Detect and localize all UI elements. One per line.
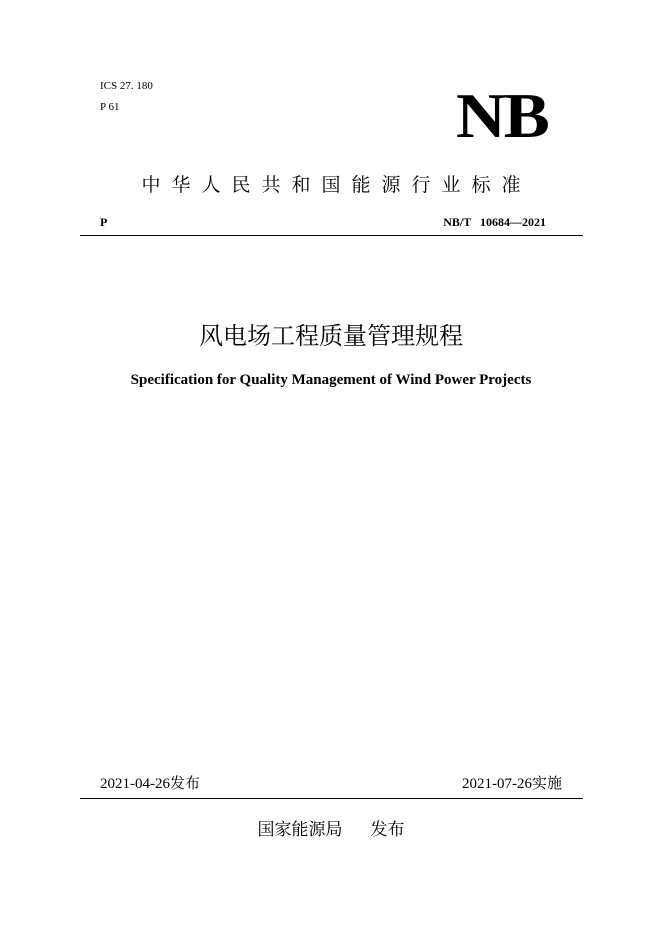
footer-divider: [80, 798, 583, 799]
issuer-name: 国家能源局: [257, 820, 343, 840]
ics-code: ICS 27. 180: [100, 80, 153, 92]
issuer-line: [0, 815, 662, 840]
document-title-chinese: 风电场工程质量管理规程: [199, 322, 463, 350]
classification-code: P: [100, 215, 108, 229]
implement-date: 2021-07-26实施: [462, 776, 562, 792]
publish-date: 2021-04-26发布: [100, 776, 200, 792]
nb-logo: NB: [456, 80, 548, 151]
header-divider: [80, 235, 583, 236]
document-title-english: Specification for Quality Management of Wind Power Projects: [130, 372, 532, 388]
industry-standard-title: 中华人民共和国能源行业标准: [141, 174, 532, 196]
issuer-action: 发布: [370, 820, 405, 840]
p-code: P 61: [100, 101, 120, 113]
standard-number: NB/T 10684—2021: [443, 215, 546, 229]
